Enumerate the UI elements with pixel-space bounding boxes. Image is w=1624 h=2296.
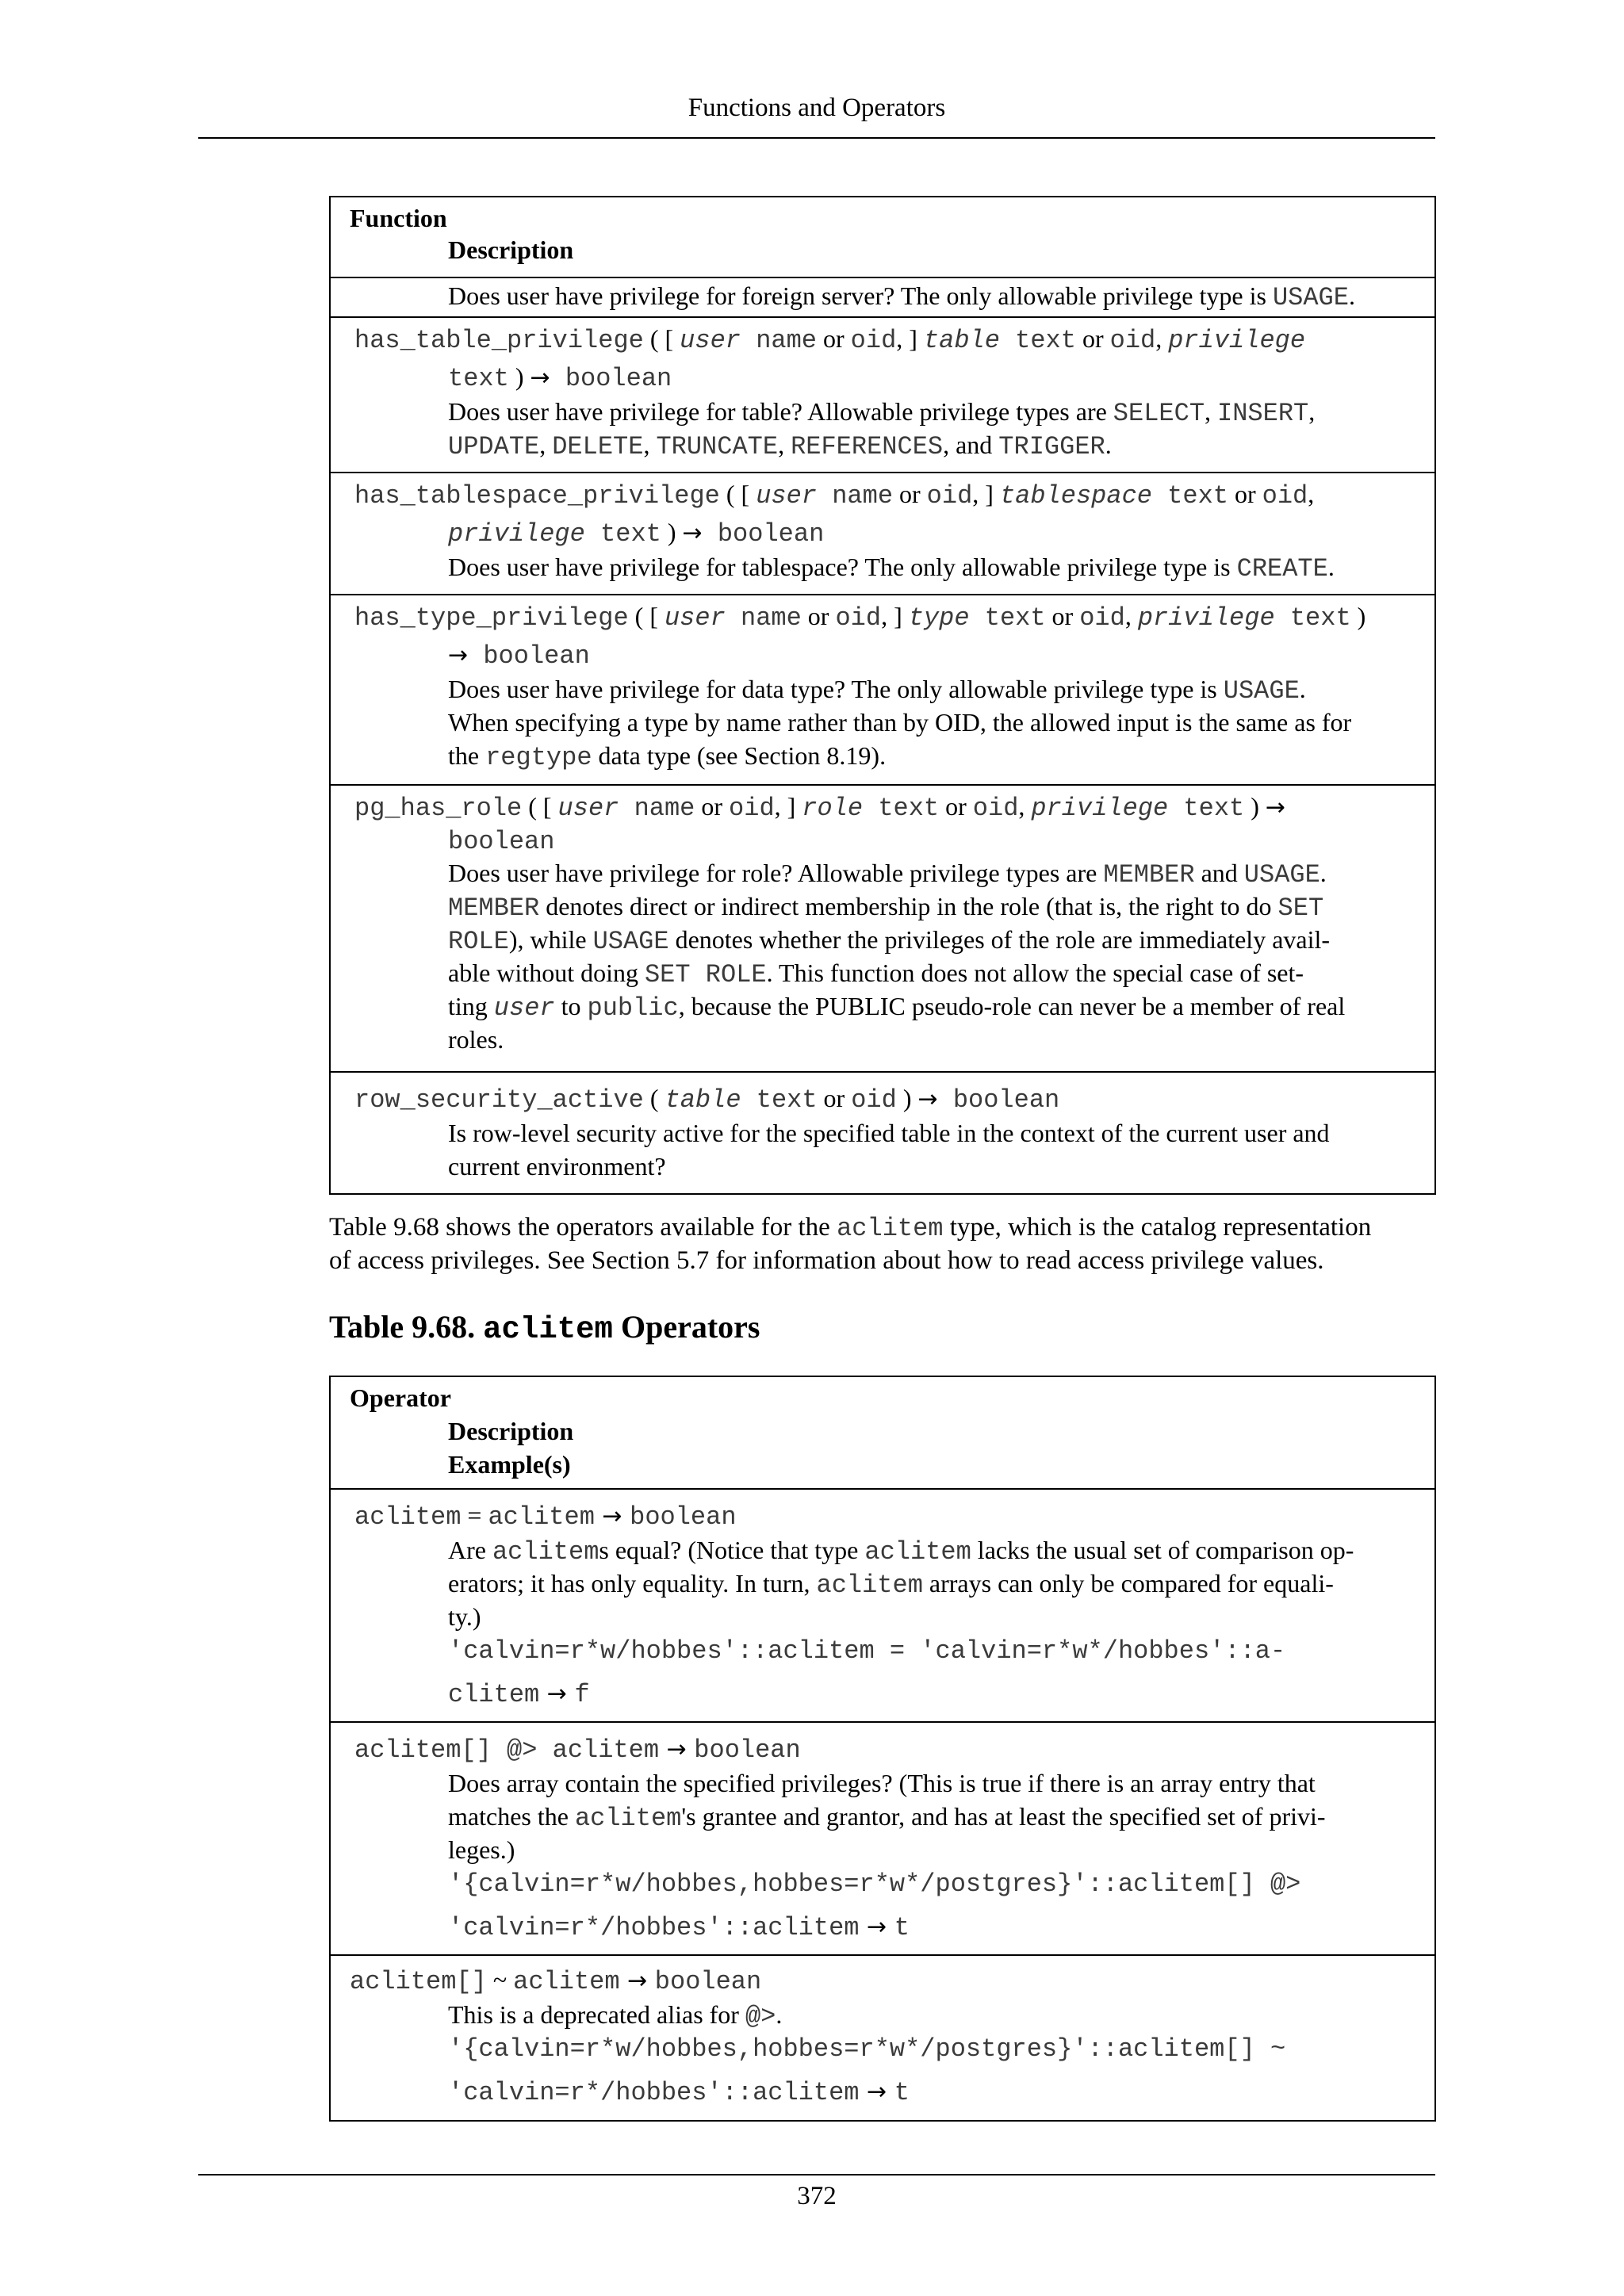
table-row: [331, 1071, 1434, 1193]
paragraph-line: Table 9.68 shows the operators available for the aclitem type, which is the catalog representation: [329, 1213, 1372, 1243]
row-description: Does user have privilege for tablespace? The only allowable privilege type is CREATE.: [448, 553, 1335, 584]
aclitem-operators-table: [329, 1376, 1436, 2122]
header-rule: [198, 137, 1435, 139]
column-header-function: Function: [350, 204, 447, 232]
table-row: [331, 1721, 1434, 1956]
row-description: Are aclitems equal? (Notice that type aclitem lacks the usual set of comparison op-: [448, 1536, 1354, 1567]
privilege-functions-table: [329, 196, 1436, 1195]
function-signature-cont: boolean: [448, 827, 555, 856]
row-description-cont: When specifying a type by name rather than by OID, the allowed input is the same as for: [448, 708, 1352, 737]
column-header-description: Description: [448, 235, 574, 264]
row-description-cont: ty.): [448, 1602, 481, 1631]
table-row: [331, 1954, 1434, 2120]
row-description-cont: able without doing SET ROLE. This function does not allow the special case of set-: [448, 959, 1304, 989]
row-description: This is a deprecated alias for @>.: [448, 2000, 783, 2031]
function-signature: row_security_active ( table text or oid ) → boolean: [354, 1084, 1060, 1115]
example-code: 'calvin=r*w/hobbes'::aclitem = 'calvin=r*w*/hobbes'::a-: [448, 1636, 1286, 1666]
column-header-examples: Example(s): [448, 1450, 571, 1479]
function-signature: has_table_privilege ( [ user name or oid, ] table text or oid, privilege: [354, 324, 1306, 355]
row-description-cont: the regtype data type (see Section 8.19).: [448, 741, 887, 772]
function-signature: pg_has_role ( [ user name or oid, ] role text or oid, privilege text ) →: [354, 792, 1286, 823]
table-title: Table 9.68. aclitem Operators: [329, 1309, 760, 1347]
row-description-cont: matches the aclitem's grantee and grantor, and has at least the specified set of privi-: [448, 1802, 1326, 1833]
function-signature-cont: privilege text ) → boolean: [448, 518, 825, 549]
operator-signature: aclitem[] ~ aclitem → boolean: [350, 1965, 762, 1996]
row-description-cont: erators; it has only equality. In turn, aclitem arrays can only be compared for equali-: [448, 1569, 1334, 1600]
row-description: Does array contain the specified privileges? (This is true if there is an array entry that: [448, 1769, 1316, 1797]
row-description-cont: ting user to public, because the PUBLIC pseudo-role can never be a member of real: [448, 992, 1346, 1023]
table-header-row: [331, 1377, 1434, 1490]
column-header-operator: Operator: [350, 1383, 451, 1412]
function-signature: has_tablespace_privilege ( [ user name or oid, ] tablespace text or oid,: [354, 480, 1315, 511]
body-paragraph: [329, 1211, 1439, 1276]
table-row: [331, 784, 1434, 1073]
table-row: [331, 316, 1434, 473]
running-header: Functions and Operators: [688, 94, 946, 122]
table-row: [331, 1488, 1434, 1723]
row-description-cont: ROLE), while USAGE denotes whether the privileges of the role are immediately avail-: [448, 925, 1331, 956]
function-name: has_table_privilege: [354, 326, 644, 355]
function-signature-cont: text ) → boolean: [448, 362, 672, 393]
example-code: '{calvin=r*w/hobbes,hobbes=r*w*/postgres}'::aclitem[] @>: [448, 1869, 1301, 1899]
example-code-cont: 'calvin=r*/hobbes'::aclitem → t: [448, 2078, 910, 2107]
example-code-cont: clitem → f: [448, 1680, 590, 1709]
function-signature-cont: → boolean: [448, 641, 590, 671]
table-row: [331, 472, 1434, 595]
row-description: Is row-level security active for the specified table in the context of the current user and: [448, 1119, 1330, 1147]
table-row-continued: [331, 277, 1434, 318]
row-description-cont: current environment?: [448, 1152, 666, 1181]
function-name: has_type_privilege: [354, 603, 629, 633]
function-name: row_security_active: [354, 1085, 644, 1115]
row-description-cont: UPDATE, DELETE, TRUNCATE, REFERENCES, and TRIGGER.: [448, 430, 1112, 461]
row-description-cont: MEMBER denotes direct or indirect membership in the role (that is, the right to do SET: [448, 892, 1324, 923]
function-signature: has_type_privilege ( [ user name or oid, ] type text or oid, privilege text ): [354, 602, 1366, 633]
table-row: [331, 594, 1434, 786]
column-header-description: Description: [448, 1417, 574, 1445]
row-description: Does user have privilege for foreign server? The only allowable privilege type is USAGE.: [448, 281, 1355, 312]
operator-signature: aclitem[] @> aclitem → boolean: [354, 1735, 801, 1765]
table-header-row: [331, 197, 1434, 278]
function-name: has_tablespace_privilege: [354, 481, 720, 511]
row-description: Does user have privilege for role? Allowable privilege types are MEMBER and USAGE.: [448, 859, 1327, 890]
page-number: 372: [797, 2182, 837, 2210]
row-description-cont: roles.: [448, 1025, 504, 1054]
example-code-cont: 'calvin=r*/hobbes'::aclitem → t: [448, 1913, 910, 1942]
footer-rule: [198, 2174, 1435, 2175]
paragraph-line: of access privileges. See Section 5.7 for information about how to read access privilege values.: [329, 1246, 1324, 1275]
example-code: '{calvin=r*w/hobbes,hobbes=r*w*/postgres}'::aclitem[] ~: [448, 2034, 1286, 2064]
row-description: Does user have privilege for table? Allowable privilege types are SELECT, INSERT,: [448, 397, 1316, 428]
function-name: pg_has_role: [354, 794, 523, 823]
row-description-cont: leges.): [448, 1835, 515, 1864]
operator-signature: aclitem = aclitem → boolean: [354, 1501, 737, 1532]
row-description: Does user have privilege for data type? The only allowable privilege type is USAGE.: [448, 675, 1306, 706]
